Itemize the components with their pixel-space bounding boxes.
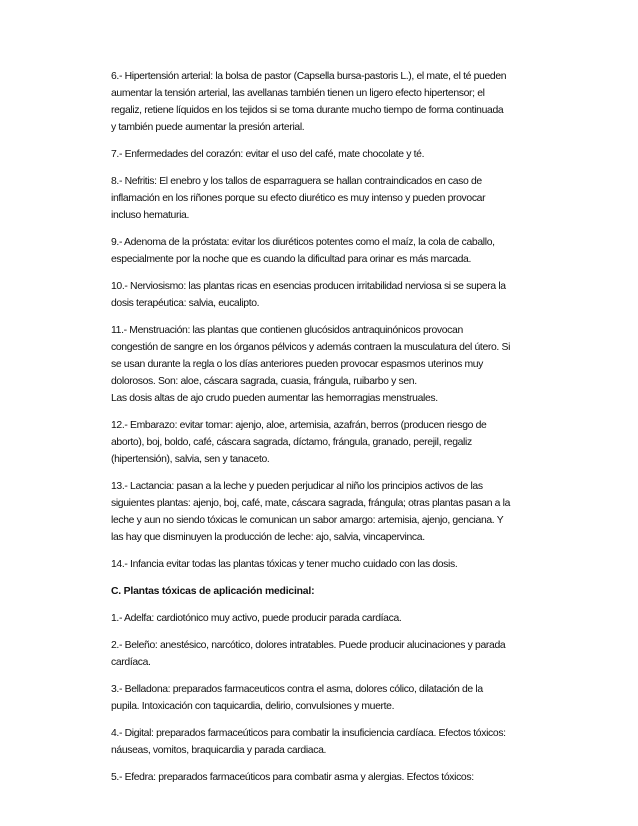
document-page [111,68,561,796]
item-embarazo: 12.- Embarazo: evitar tomar: ajenjo, aloe, artemisia, azafrán, berros (producen riesgo de aborto), boj, boldo, café, cáscara sagrada, díctamo, frángula, granado, perejil, regaliz (hipertensión), salvia, sen y tanaceto. [111,420,487,465]
item-belladona: 3.- Belladona: preparados farmaceuticos contra el asma, dolores cólico, dilatación de la pupila. Intoxicación con taquicardia, delirio, convulsiones y muerte. [111,684,483,712]
item-corazon: 7.- Enfermedades del corazón: evitar el uso del café, mate chocolate y té. [111,149,425,160]
item-beleno: 2.- Beleño: anestésico, narcótico, dolores intratables. Puede producir alucinaciones y parada cardíaca. [111,640,506,668]
item-lactancia: 13.- Lactancia: pasan a la leche y pueden perjudicar al niño los principios activos de las siguientes plantas: ajenjo, boj, café, mate, cáscara sagrada, frángula; otras plantas pasan a la leche y aun no siendo tóxicas le comunican un sabor amargo: artemisia, ajenjo, genciana. Y las hay que disminuyen la producción de leche: ajo, salvia, vincapervinca. [111,481,511,543]
item-efedra: 5.- Efedra: preparados farmaceúticos para combatir asma y alergias. Efectos tóxicos: [111,772,474,783]
item-adenoma: 9.- Adenoma de la próstata: evitar los diuréticos potentes como el maíz, la cola de caballo, especialmente por la noche que es cuando la dificultad para orinar es más marcada. [111,237,495,265]
item-adelfa: 1.- Adelfa: cardiotónico muy activo, puede producir parada cardíaca. [111,613,402,624]
item-nefritis: 8.- Nefritis: El enebro y los tallos de esparraguera se hallan contraindicados en caso de inflamación en los riñones porque su efecto diurético es muy intenso y pueden provocar incluso hematuria. [111,176,486,221]
item-menstruacion: 11.- Menstruación: las plantas que contienen glucósidos antraquinónicos provocan congestión de sangre en los órganos pélvicos y además contraen la musculatura del útero. Si se usan durante la regla o los días anteriores pueden provocar espasmos uterinos muy dolorosos. Son: aloe, cáscara sagrada, cuasia, frángula, ruibarbo y sen. Las dosis altas de ajo crudo pueden aumentar las hemorragias menstruales. [111,325,511,404]
item-nerviosismo: 10.- Nerviosismo: las plantas ricas en esencias producen irritabilidad nerviosa si se supera la dosis terapéutica: salvia, eucalipto. [111,281,506,309]
section-c-heading: C. Plantas tóxicas de aplicación medicinal: [111,586,315,597]
item-infancia: 14.- Infancia evitar todas las plantas tóxicas y tener mucho cuidado con las dosis. [111,559,458,570]
item-hipertension: 6.- Hipertensión arterial: la bolsa de pastor (Capsella bursa-pastoris L.), el mate, el té pueden aumentar la tensión arterial, las avellanas también tienen un ligero efecto hipertensor; el regaliz, retiene líquidos en los tejidos si se toma durante mucho tiempo de forma continuada y también puede aumentar la presión arterial. [111,71,507,133]
item-digital: 4.- Digital: preparados farmaceúticos para combatir la insuficiencia cardíaca. Efectos tóxicos: náuseas, vomitos, braquicardia y parada cardiaca. [111,728,506,756]
